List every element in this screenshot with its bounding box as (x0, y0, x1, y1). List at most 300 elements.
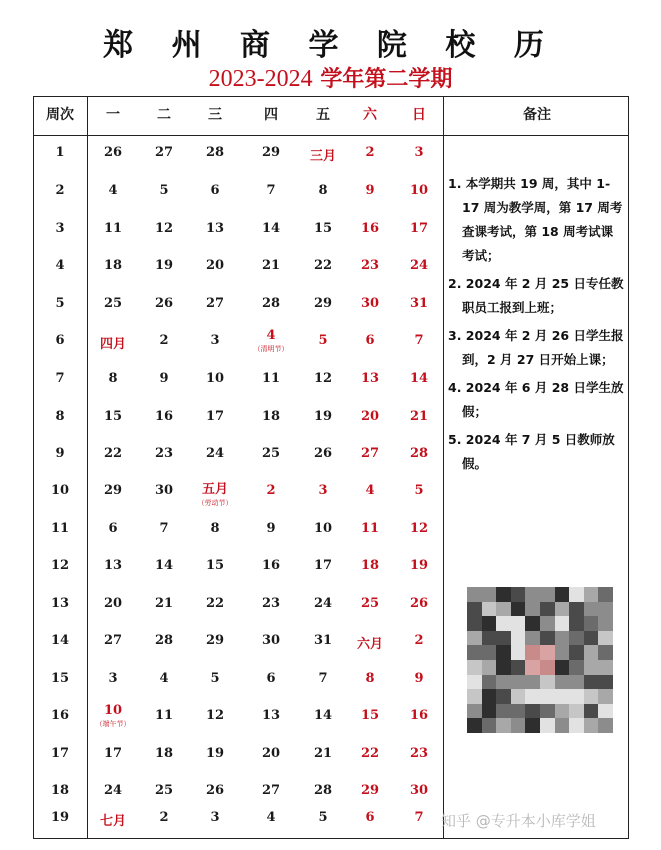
remarks-panel (448, 172, 624, 476)
day-cell (344, 671, 396, 686)
day-text: 4 (266, 810, 276, 825)
day-cell (393, 296, 445, 311)
day-text: 4 (108, 183, 118, 198)
qr-pixel (511, 675, 526, 690)
day-cell (297, 633, 349, 648)
day-cell (344, 596, 396, 611)
calendar-title: 郑 州 商 学 院 校 历 (103, 28, 558, 63)
day-cell (189, 409, 241, 424)
day-text: 6 (266, 671, 276, 686)
day-text: 4 (266, 328, 276, 343)
day-cell (245, 371, 297, 386)
day-text: 16 (261, 558, 281, 573)
day-cell (245, 221, 297, 236)
day-text: 5 (159, 183, 169, 198)
day-cell (189, 221, 241, 236)
remark-item: 4. 2024 年 6 月 28 日学生放假； (448, 380, 624, 419)
day-cell (245, 633, 297, 648)
qr-pixel (555, 631, 570, 646)
day-text: 12 (154, 221, 174, 236)
day-cell (245, 708, 297, 723)
day-text: 27 (261, 783, 281, 798)
qr-pixel (467, 704, 482, 719)
day-text: 3 (108, 671, 118, 686)
day-cell (344, 258, 396, 273)
day-text: 2 (414, 633, 424, 648)
week-number: 2 (55, 183, 65, 198)
qr-pixel (555, 587, 570, 602)
qr-pixel (482, 631, 497, 646)
day-text: 22 (360, 746, 380, 761)
day-cell (393, 221, 445, 236)
day-text: 6 (365, 333, 375, 348)
qr-pixel (584, 675, 599, 690)
day-cell (138, 596, 190, 611)
qr-pixel (540, 631, 555, 646)
qr-pixel (482, 675, 497, 690)
month-marker (87, 810, 139, 829)
day-cell (344, 221, 396, 236)
week-number: 6 (55, 333, 65, 348)
day-cell (245, 558, 297, 573)
day-cell (245, 328, 297, 354)
qr-pixel (584, 645, 599, 660)
day-text: 28 (313, 783, 333, 798)
day-cell (297, 409, 349, 424)
qr-pixel (569, 645, 584, 660)
day-cell (393, 783, 445, 798)
qr-pixel (511, 587, 526, 602)
day-text: 22 (103, 446, 123, 461)
day-cell (138, 183, 190, 198)
qr-pixel (496, 689, 511, 704)
qr-pixel (525, 675, 540, 690)
day-cell (393, 810, 445, 825)
week-number: 9 (55, 446, 65, 461)
day-text: 8 (365, 671, 375, 686)
qr-pixel (540, 616, 555, 631)
qr-pixel (584, 631, 599, 646)
day-text: 13 (261, 708, 281, 723)
day-text: 24 (409, 258, 429, 273)
qr-pixel (467, 631, 482, 646)
day-cell (297, 258, 349, 273)
day-cell (138, 783, 190, 798)
qr-pixel (540, 718, 555, 733)
day-text: 29 (360, 783, 380, 798)
week-number: 11 (50, 521, 70, 536)
qr-pixel (598, 689, 613, 704)
qr-pixel (511, 645, 526, 660)
calendar-subtitle (0, 62, 661, 93)
qr-pixel (598, 675, 613, 690)
week-number: 14 (50, 633, 70, 648)
day-cell (189, 446, 241, 461)
day-cell (393, 746, 445, 761)
day-cell (393, 521, 445, 536)
qr-pixel (511, 631, 526, 646)
day-text: 11 (360, 521, 380, 536)
day-text: 26 (313, 446, 333, 461)
qr-pixel (467, 660, 482, 675)
day-text: 18 (154, 746, 174, 761)
qr-pixel (482, 660, 497, 675)
day-text: 25 (261, 446, 281, 461)
qr-pixel (511, 616, 526, 631)
qr-pixel (467, 718, 482, 733)
qr-pixel (598, 602, 613, 617)
day-cell (87, 145, 139, 160)
day-text: 9 (365, 183, 375, 198)
day-text: 12 (313, 371, 333, 386)
day-text: 三月 (309, 149, 336, 164)
qr-pixel (555, 660, 570, 675)
day-text: 2 (266, 483, 276, 498)
day-text: 7 (414, 333, 424, 348)
day-cell (189, 145, 241, 160)
day-text: 28 (409, 446, 429, 461)
day-text: 16 (360, 221, 380, 236)
day-cell (297, 521, 349, 536)
day-text: 8 (210, 521, 220, 536)
day-text: 15 (205, 558, 225, 573)
qr-pixel (569, 704, 584, 719)
day-cell (138, 708, 190, 723)
day-cell (297, 296, 349, 311)
day-text: 23 (154, 446, 174, 461)
day-cell (393, 708, 445, 723)
day-text: 3 (210, 810, 220, 825)
day-cell (189, 708, 241, 723)
day-cell (344, 409, 396, 424)
qr-pixel (496, 675, 511, 690)
day-cell (138, 746, 190, 761)
day-text: 21 (154, 596, 174, 611)
day-cell (245, 521, 297, 536)
month-marker (297, 145, 349, 164)
day-text: 6 (210, 183, 220, 198)
qr-pixel (482, 689, 497, 704)
header-day: 一 (106, 107, 120, 123)
day-cell (87, 703, 139, 729)
month-marker (87, 333, 139, 352)
qr-pixel (540, 602, 555, 617)
qr-pixel (555, 602, 570, 617)
day-text: 22 (205, 596, 225, 611)
qr-pixel (598, 587, 613, 602)
day-text: 31 (409, 296, 429, 311)
day-text: 5 (414, 483, 424, 498)
day-cell (245, 746, 297, 761)
day-cell (344, 746, 396, 761)
qr-pixel (525, 704, 540, 719)
day-cell (87, 746, 139, 761)
day-cell (87, 521, 139, 536)
day-cell (138, 371, 190, 386)
remark-item: 1. 本学期共 19 周，其中 1-17 周为教学周，第 17 周考查课考试，第 18 周考试课考试； (448, 176, 623, 263)
day-text: 9 (159, 371, 169, 386)
day-text: 27 (205, 296, 225, 311)
day-text: 23 (360, 258, 380, 273)
day-text: 8 (108, 371, 118, 386)
day-text: 31 (313, 633, 333, 648)
qr-pixel (525, 660, 540, 675)
day-text: 16 (409, 708, 429, 723)
day-text: 7 (414, 810, 424, 825)
qr-pixel (598, 718, 613, 733)
subtitle-year: 2023-2024 (208, 66, 313, 92)
day-cell (138, 333, 190, 348)
day-cell (344, 145, 396, 160)
day-text: 26 (205, 783, 225, 798)
week-number: 16 (50, 708, 70, 723)
day-cell (87, 296, 139, 311)
day-cell (189, 596, 241, 611)
day-text: 19 (154, 258, 174, 273)
day-text: 15 (103, 409, 123, 424)
day-cell (393, 371, 445, 386)
qr-pixel (555, 675, 570, 690)
day-cell (393, 671, 445, 686)
holiday-note: （劳动节） (197, 499, 233, 507)
day-text: 4 (159, 671, 169, 686)
qr-pixel (569, 587, 584, 602)
day-text: 20 (360, 409, 380, 424)
week-number: 17 (50, 746, 70, 761)
day-cell (344, 183, 396, 198)
week-number: 18 (50, 783, 70, 798)
day-text: 11 (103, 221, 123, 236)
day-text: 2 (365, 145, 375, 160)
day-cell (189, 296, 241, 311)
day-cell (87, 409, 139, 424)
day-cell (393, 483, 445, 498)
day-cell (344, 810, 396, 825)
day-text: 3 (318, 483, 328, 498)
day-cell (344, 371, 396, 386)
week-number: 10 (50, 483, 70, 498)
qr-pixel (525, 631, 540, 646)
day-text: 12 (409, 521, 429, 536)
qr-pixel (584, 704, 599, 719)
header-day: 四 (264, 107, 278, 123)
day-text: 11 (154, 708, 174, 723)
qr-pixel (525, 645, 540, 660)
week-number: 8 (55, 409, 65, 424)
day-cell (138, 296, 190, 311)
day-text: 19 (313, 409, 333, 424)
header-week: 周次 (46, 107, 74, 123)
week-number: 15 (50, 671, 70, 686)
day-text: 20 (103, 596, 123, 611)
qr-pixel (511, 602, 526, 617)
day-text: 14 (409, 371, 429, 386)
day-text: 30 (360, 296, 380, 311)
day-text: 29 (205, 633, 225, 648)
day-cell (87, 596, 139, 611)
qr-pixel (540, 704, 555, 719)
day-text: 24 (103, 783, 123, 798)
qr-pixel (584, 616, 599, 631)
day-text: 30 (409, 783, 429, 798)
day-cell (393, 183, 445, 198)
day-cell (189, 783, 241, 798)
remark-item: 5. 2024 年 7 月 5 日教师放假。 (448, 432, 615, 471)
watermark: 知乎 @专升本小库学姐 (441, 812, 596, 830)
day-text: 6 (108, 521, 118, 536)
day-cell (189, 371, 241, 386)
qr-pixel (569, 602, 584, 617)
day-cell (138, 671, 190, 686)
day-text: 27 (154, 145, 174, 160)
day-cell (138, 409, 190, 424)
day-cell (245, 145, 297, 160)
week-number: 4 (55, 258, 65, 273)
qr-pixel (598, 645, 613, 660)
qr-pixel (482, 704, 497, 719)
day-text: 20 (205, 258, 225, 273)
week-number: 12 (50, 558, 70, 573)
qr-code-image (467, 587, 613, 733)
qr-pixel (467, 675, 482, 690)
qr-pixel (496, 718, 511, 733)
day-cell (344, 558, 396, 573)
day-text: 29 (261, 145, 281, 160)
day-text: 7 (266, 183, 276, 198)
day-text: 28 (205, 145, 225, 160)
month-marker (189, 478, 241, 508)
day-text: 11 (261, 371, 281, 386)
day-text: 10 (103, 703, 123, 718)
qr-pixel (555, 689, 570, 704)
day-text: 20 (261, 746, 281, 761)
header-remarks: 备注 (523, 107, 551, 123)
day-text: 五月 (201, 482, 228, 497)
day-cell (297, 558, 349, 573)
holiday-note: （端午节） (95, 720, 131, 728)
day-text: 9 (266, 521, 276, 536)
day-text: 13 (205, 221, 225, 236)
day-text: 24 (313, 596, 333, 611)
day-text: 2 (159, 333, 169, 348)
day-cell (297, 708, 349, 723)
day-cell (297, 810, 349, 825)
day-cell (297, 671, 349, 686)
day-cell (189, 258, 241, 273)
day-cell (138, 483, 190, 498)
qr-pixel (569, 718, 584, 733)
day-text: 19 (205, 746, 225, 761)
qr-pixel (540, 645, 555, 660)
qr-pixel (496, 631, 511, 646)
day-cell (87, 558, 139, 573)
qr-pixel (525, 587, 540, 602)
day-text: 10 (205, 371, 225, 386)
header-day: 五 (316, 107, 330, 123)
qr-pixel (496, 660, 511, 675)
day-cell (393, 145, 445, 160)
day-text: 21 (261, 258, 281, 273)
day-cell (189, 521, 241, 536)
header-day: 日 (412, 107, 426, 123)
day-cell (189, 671, 241, 686)
qr-pixel (569, 660, 584, 675)
qr-pixel (496, 704, 511, 719)
day-cell (297, 483, 349, 498)
qr-pixel (467, 602, 482, 617)
week-number: 7 (55, 371, 65, 386)
day-text: 18 (360, 558, 380, 573)
day-text: 7 (159, 521, 169, 536)
week-number: 19 (50, 810, 70, 825)
day-text: 29 (313, 296, 333, 311)
day-cell (393, 596, 445, 611)
qr-pixel (496, 602, 511, 617)
day-text: 2 (159, 810, 169, 825)
day-cell (189, 333, 241, 348)
day-cell (189, 810, 241, 825)
qr-pixel (584, 587, 599, 602)
day-text: 15 (360, 708, 380, 723)
qr-pixel (525, 602, 540, 617)
header-divider (33, 135, 629, 136)
table-divider (443, 96, 444, 839)
day-cell (245, 783, 297, 798)
subtitle-term: 学年第二学期 (312, 66, 453, 92)
day-text: 21 (409, 409, 429, 424)
day-text: 6 (365, 810, 375, 825)
day-cell (189, 746, 241, 761)
qr-pixel (540, 660, 555, 675)
day-text: 24 (205, 446, 225, 461)
day-cell (189, 558, 241, 573)
day-cell (297, 783, 349, 798)
header-day: 三 (208, 107, 222, 123)
day-cell (393, 446, 445, 461)
qr-pixel (511, 660, 526, 675)
qr-pixel (525, 718, 540, 733)
header-day: 六 (363, 107, 377, 123)
day-text: 15 (313, 221, 333, 236)
day-cell (297, 221, 349, 236)
qr-pixel (467, 587, 482, 602)
qr-pixel (511, 704, 526, 719)
day-text: 13 (360, 371, 380, 386)
day-text: 9 (414, 671, 424, 686)
day-text: 18 (103, 258, 123, 273)
day-text: 30 (154, 483, 174, 498)
qr-pixel (467, 689, 482, 704)
day-cell (245, 296, 297, 311)
day-cell (297, 596, 349, 611)
day-cell (245, 671, 297, 686)
day-text: 26 (409, 596, 429, 611)
qr-pixel (598, 660, 613, 675)
qr-pixel (496, 616, 511, 631)
day-text: 21 (313, 746, 333, 761)
day-text: 16 (154, 409, 174, 424)
day-text: 28 (261, 296, 281, 311)
day-cell (138, 221, 190, 236)
day-text: 27 (103, 633, 123, 648)
day-cell (87, 446, 139, 461)
day-cell (138, 446, 190, 461)
qr-pixel (525, 689, 540, 704)
day-text: 四月 (99, 337, 126, 352)
day-cell (87, 671, 139, 686)
qr-pixel (525, 616, 540, 631)
day-cell (245, 483, 297, 498)
